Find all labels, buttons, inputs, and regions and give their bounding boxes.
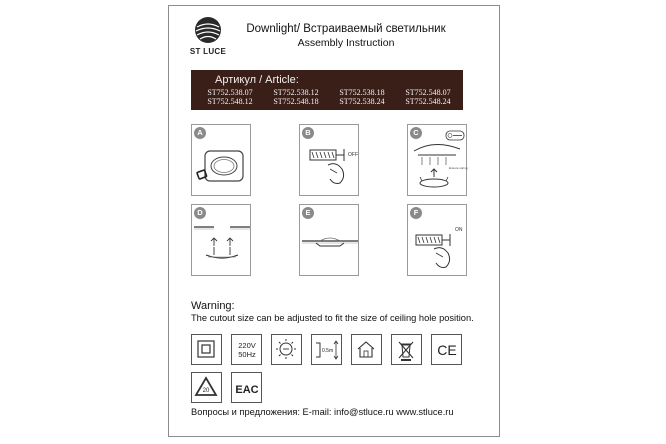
sku-item: ST752.538.24 — [339, 97, 385, 106]
brand-logo-mark-icon — [194, 16, 222, 44]
voltage-icon — [231, 334, 262, 365]
sku-item: ST752.538.07 — [207, 88, 253, 97]
sku-item: ST752.548.24 — [405, 97, 451, 106]
step-c-annotation: Ensure spring — [449, 166, 468, 170]
article-heading: Артикул / Article: — [215, 74, 299, 86]
instruction-sheet — [168, 5, 500, 437]
frequency-value: 50Hz — [238, 350, 256, 359]
warning-text: The cutout size can be adjusted to fit the size of ceiling hole position. — [191, 313, 474, 323]
step-e-label: E — [302, 207, 314, 219]
step-d-label: D — [194, 207, 206, 219]
sku-item: ST752.538.12 — [273, 88, 319, 97]
recycle-icon — [191, 372, 222, 403]
distance-value: 0.5m — [322, 348, 334, 354]
contact-footer: Вопросы и предложения: E-mail: info@stluce.ru www.stluce.ru — [191, 407, 454, 417]
assembly-steps — [191, 124, 467, 290]
step-c-label: C — [410, 127, 422, 139]
sku-item: ST752.538.18 — [339, 88, 385, 97]
eac-mark-icon — [231, 372, 262, 403]
recycle-code: 20 — [202, 388, 210, 394]
distance-icon — [311, 334, 342, 365]
indoor-use-icon — [351, 334, 382, 365]
document-subtitle: Assembly Instruction — [297, 37, 395, 49]
step-f-panel — [407, 204, 467, 276]
ce-mark-text: CE — [437, 342, 457, 358]
step-c-panel — [407, 124, 467, 196]
step-b-annotation: OFF — [348, 152, 358, 158]
eac-mark-text: EAC — [235, 384, 259, 396]
no-waste-bin-icon — [391, 334, 422, 365]
sku-item: ST752.548.12 — [207, 97, 253, 106]
step-e-panel — [299, 204, 359, 276]
sku-item: ST752.548.07 — [405, 88, 451, 97]
sku-list — [197, 88, 461, 106]
step-d-panel — [191, 204, 251, 276]
brand-name: ST LUCE — [189, 47, 227, 56]
step-a-panel — [191, 124, 251, 196]
voltage-value: 220V — [238, 341, 256, 350]
step-f-annotation: ON — [455, 227, 463, 233]
certification-icons — [191, 334, 481, 404]
dimming-light-icon — [271, 334, 302, 365]
step-b-label: B — [302, 127, 314, 139]
brand-logo — [185, 16, 231, 68]
step-b-panel — [299, 124, 359, 196]
document-title: Downlight/ Встраиваемый светильник — [246, 23, 446, 35]
warning-title: Warning: — [191, 300, 235, 312]
ce-mark-icon — [431, 334, 462, 365]
step-a-label: A — [194, 127, 206, 139]
article-band — [191, 70, 463, 110]
double-insulation-icon — [191, 334, 222, 365]
step-f-label: F — [410, 207, 422, 219]
sku-item: ST752.548.18 — [273, 97, 319, 106]
